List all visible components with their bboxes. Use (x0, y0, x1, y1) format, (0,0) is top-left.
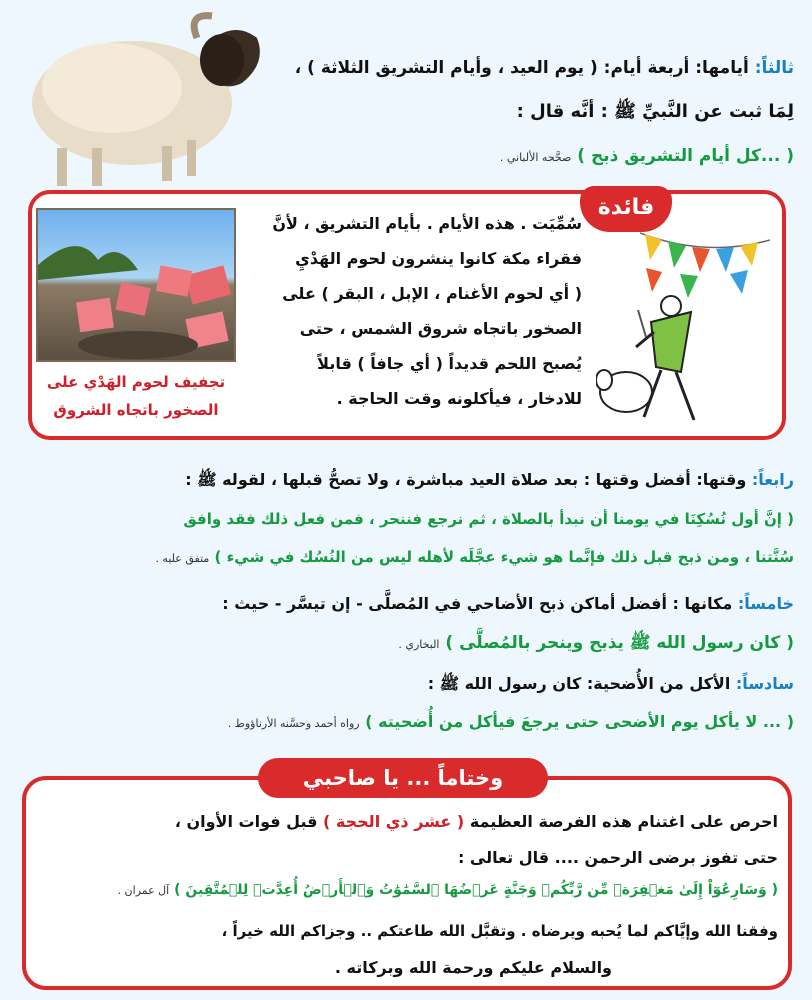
section6-text: الأكل من الأُضحية: كان رسول الله ﷺ : (427, 674, 731, 693)
section3-source: صحَّحه الألباني . (499, 151, 572, 164)
section3-hadith-line (500, 146, 794, 166)
fact-line: للادخار ، فيأكلونه وقت الحاجة . (336, 389, 582, 408)
closing-line5: والسلام عليكم ورحمة الله وبركاته . (334, 958, 612, 977)
section3-line2: لِمَا ثبت عن النَّبيِّ ﷺ : أنَّه قال : (516, 101, 794, 122)
closing-verse: ( وَسَارِعُوٓاْ إِلَىٰ مَغۡفِرَةٖ مِّن رَّبِّكُمۡ وَجَنَّةٍ عَرۡضُهَا ٱلسَّمَٰوَٰتُ وَٱلۡأَرۡضُ أُعِدَّتۡ لِلۡمُتَّقِينَ ) (174, 882, 778, 898)
section4-label: رابعاً: (751, 470, 794, 489)
section5-text: مكانها : أفضل أماكن ذبح الأضاحي في المُصلَّى - إن تيسَّر - حيث : (222, 594, 733, 613)
closing-highlight: ( عشر ذي الحجة ) (323, 812, 465, 831)
closing-line2: حتى تفوز برضى الرحمن .... قال تعالى : (457, 848, 778, 867)
running-man-with-sheep (596, 292, 706, 427)
section5-source: البخاري . (398, 638, 440, 651)
fact-tag: فائدة (580, 186, 672, 232)
closing-verse-line (118, 882, 778, 898)
fact-line: سُمِّيَت . هذه الأيام . بأيام التشريق ، لأنَّ (272, 214, 582, 233)
section5-label: خامساً: (737, 594, 794, 613)
fact-text (232, 206, 582, 416)
section5-line (222, 594, 794, 613)
drying-meat-photo (36, 208, 236, 362)
closing-line1-a: احرص على اغتنام هذه الفرصة العظيمة (469, 812, 778, 831)
section6-hadith: ( ... لا يأكل يوم الأضحى حتى يرجعَ فيأكل من أُضحيته ) (365, 712, 794, 731)
section4-hadith2: سُنَّتنا ، ومن ذبح قبل ذلك فإنَّما هو شيء عجَّلَه لأهله ليس من النُسُك في شيء ) (214, 548, 794, 566)
section6-hadith-line (228, 712, 794, 731)
closing-verse-source: آل عمران . (117, 884, 170, 897)
section4-hadith-line2 (155, 548, 794, 566)
fact-line: يُصبح اللحم قديداً ( أي جافاً ) قابلاً (317, 354, 582, 373)
section4-line (185, 470, 794, 493)
section3-line1-text: أيامها: أربعة أيام: ( يوم العيد ، وأيام التشريق الثلاثة ) ، (294, 58, 749, 78)
closing-line1 (175, 812, 778, 831)
section5-hadith-line (398, 632, 794, 657)
section6-line (428, 674, 794, 697)
section3-hadith: ( ...كل أيام التشريق ذبح ) (577, 146, 794, 166)
fact-line: الصخور باتجاه شروق الشمس ، حتى (299, 319, 582, 338)
section4-source: متفق عليه . (155, 552, 210, 565)
section5-hadith: ( كان رسول الله ﷺ يذبح وينحر بالمُصلَّى ) (445, 633, 794, 653)
section4-hadith-line1: ( إنَّ أول نُسُكِنَا في يومنا أن نبدأ بالصلاة ، ثم نرجع فننحر ، فمن فعل ذلك فقد وافق (183, 510, 794, 528)
closing-line4: وفقنا الله وإيَّاكم لما يُحبه ويرضاه . وتقبَّل الله طاعتكم .. وجزاكم الله خيراً ، (221, 922, 778, 940)
sheep-illustration (12, 8, 262, 188)
section6-source: رواه أحمد وحسَّنه الأرناؤوط . (227, 717, 360, 730)
photo-caption (36, 368, 236, 424)
photo-caption-line1: تجفيف لحوم الهَدْي على (46, 373, 226, 391)
section3-label: ثالثاً: (754, 58, 794, 78)
section4-text: وقتها: أفضل وقتها : بعد صلاة العيد مباشرة ، ولا تصحُّ قبلها ، لقوله ﷺ : (185, 470, 747, 489)
fact-line: فقراء مكة كانوا ينشرون لحوم الهَدْيِ (295, 249, 582, 268)
section3-line1 (295, 58, 794, 78)
fact-line: ( أي لحوم الأغنام ، الإبل ، البقر ) على (282, 284, 582, 303)
closing-tag: وختاماً ... يا صاحبي (258, 758, 548, 798)
section6-label: سادساً: (735, 674, 794, 693)
photo-caption-line2: الصخور باتجاه الشروق (53, 401, 219, 419)
closing-line1-b: قبل فوات الأوان ، (174, 812, 318, 831)
